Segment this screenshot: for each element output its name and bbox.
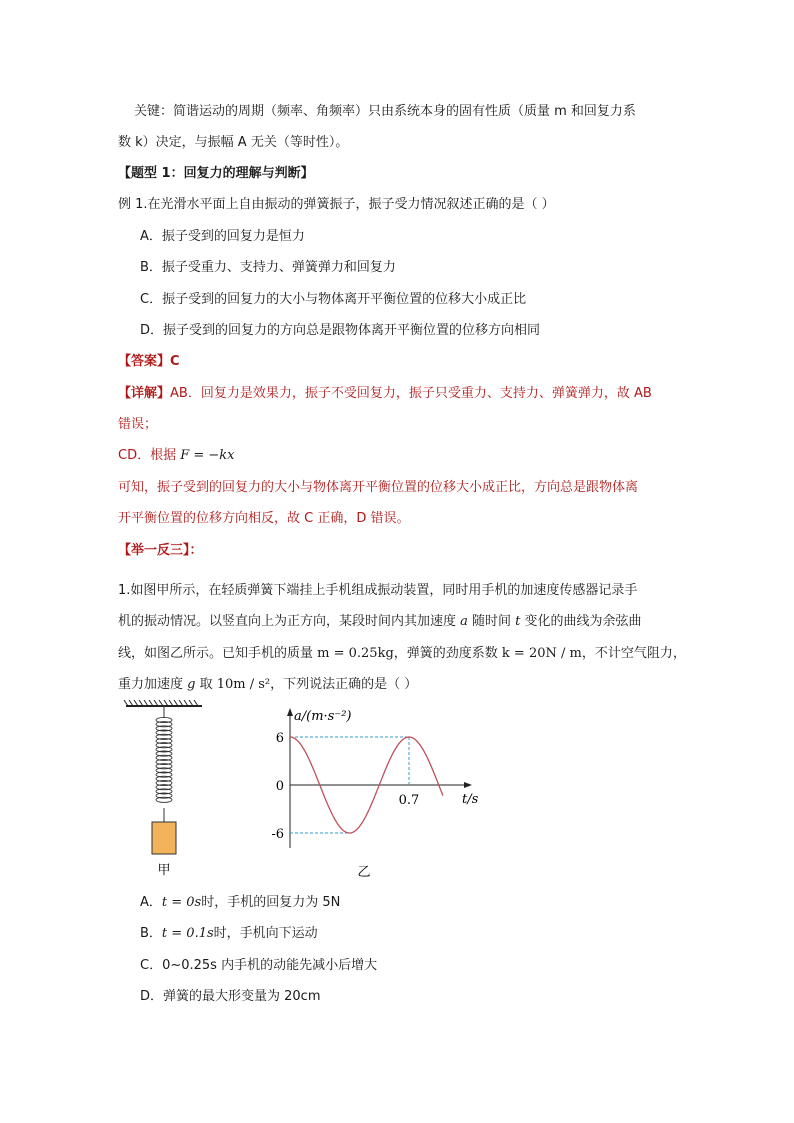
p1-text-4a: 重力加速度 bbox=[118, 677, 188, 692]
p1-var-t: t bbox=[515, 614, 521, 629]
section-title-1: 【题型 1：回复力的理解与判断】 bbox=[118, 166, 314, 181]
p1-stiffness: k = 20N / m bbox=[501, 646, 582, 661]
y-axis-arrow bbox=[287, 708, 293, 716]
example-1-option-b: B．振子受重力、支持力、弹簧弹力和回复力 bbox=[140, 260, 396, 275]
p1-text-2b: 随时间 bbox=[467, 614, 516, 629]
y-axis-label: a/(m·s⁻²) bbox=[294, 709, 352, 724]
section-title-2: 【举一反三】： bbox=[118, 543, 203, 558]
intro-line-1: 关键：简谐运动的周期（频率、角频率）只由系统本身的固有性质（质量 m 和回复力系 bbox=[134, 104, 636, 119]
acceleration-time-chart bbox=[258, 700, 508, 886]
p1-mass: m = 0.25kg bbox=[317, 646, 394, 661]
p1-text-2c: 变化的曲线为余弦曲 bbox=[520, 614, 642, 629]
p1-text-4b: 取 bbox=[195, 677, 217, 692]
y-tick-6: 6 bbox=[275, 731, 284, 746]
detail-text-1: AB．回复力是效果力，振子不受回复力，振子只受重力、支持力、弹簧弹力，故 AB bbox=[170, 386, 652, 401]
problem-1-line-3 bbox=[118, 644, 686, 664]
p1-text-3a: 线，如图乙所示。已知手机的质量 bbox=[118, 646, 318, 661]
example-1-option-c: C．振子受到的回复力的大小与物体离开平衡位置的位移大小成正比 bbox=[140, 292, 527, 307]
detail-label: 【详解】 bbox=[118, 386, 171, 401]
example-1-option-d: D．振子受到的回复力的方向总是跟物体离开平衡位置的位移方向相同 bbox=[140, 323, 541, 338]
p1-text-3b: ，弹簧的劲度系数 bbox=[393, 646, 502, 661]
problem-1-option-d bbox=[140, 987, 321, 1007]
p1-opt-b-math: t = 0.1s bbox=[161, 926, 214, 941]
detail-formula: F = −kx bbox=[180, 448, 235, 463]
p1-text-4c: ，下列说法正确的是（ ） bbox=[270, 677, 418, 692]
detail-line-5: 开平衡位置的位移方向相反，故 C 正确，D 错误。 bbox=[118, 511, 410, 526]
detail-cd-prefix: CD．根据 bbox=[118, 448, 181, 463]
phone-block bbox=[152, 822, 176, 854]
p1-var-a: a bbox=[460, 614, 468, 629]
problem-1-line-2 bbox=[118, 612, 642, 632]
p1-opt-c-prefix: C．0~0.25s 内手机的动能先减小后增大 bbox=[140, 958, 378, 973]
problem-1-option-a bbox=[140, 893, 340, 913]
p1-opt-b-suffix: 时，手机向下运动 bbox=[213, 926, 318, 941]
problem-1-line-4 bbox=[118, 675, 417, 695]
p1-text-2a: 机的振动情况。以竖直向上为正方向，某段时间内其加速度 bbox=[118, 614, 461, 629]
answer-line bbox=[118, 352, 180, 372]
figure-b-caption: 乙 bbox=[357, 865, 371, 880]
example-1-option-a: A．振子受到的回复力是恒力 bbox=[140, 229, 305, 244]
y-tick-neg6: -6 bbox=[271, 827, 284, 842]
p1-opt-a-prefix: A． bbox=[140, 895, 162, 910]
figure-spring-phone bbox=[118, 700, 218, 886]
problem-1-option-b bbox=[140, 924, 318, 944]
x-tick-0-7: 0.7 bbox=[398, 793, 420, 808]
problem-1-line-1: 1.如图甲所示，在轻质弹簧下端挂上手机组成振动装置，同时用手机的加速度传感器记录手 bbox=[118, 583, 638, 598]
detail-line-2: 错误； bbox=[118, 417, 158, 432]
answer-value: C bbox=[170, 354, 180, 369]
detail-line-3 bbox=[118, 446, 235, 466]
p1-text-3c: ，不计空气阻力， bbox=[581, 646, 686, 661]
problem-1-option-c bbox=[140, 956, 377, 976]
figure-a-caption: 甲 bbox=[157, 863, 171, 878]
p1-opt-a-math: t = 0s bbox=[161, 895, 202, 910]
p1-opt-b-prefix: B． bbox=[140, 926, 162, 941]
detail-line-1 bbox=[118, 384, 652, 404]
y-tick-0: 0 bbox=[275, 779, 284, 794]
x-axis-arrow bbox=[464, 782, 472, 788]
intro-line-2: 数 k）决定，与振幅 A 无关（等时性）。 bbox=[118, 135, 349, 150]
spring-coils bbox=[156, 717, 172, 802]
example-1-question: 例 1.在光滑水平面上自由振动的弹簧振子，振子受力情况叙述正确的是（ ） bbox=[118, 197, 555, 212]
p1-g-value: 10m / s² bbox=[216, 677, 271, 692]
p1-opt-a-suffix: 时，手机的回复力为 5N bbox=[201, 895, 341, 910]
x-axis-label: t/s bbox=[462, 792, 479, 807]
answer-label: 【答案】 bbox=[118, 354, 171, 369]
p1-opt-d-prefix: D．弹簧的最大形变量为 20cm bbox=[140, 989, 321, 1004]
p1-var-g: g bbox=[187, 677, 196, 692]
detail-line-4: 可知，振子受到的回复力的大小与物体离开平衡位置的位移大小成正比，方向总是跟物体离 bbox=[118, 480, 639, 495]
